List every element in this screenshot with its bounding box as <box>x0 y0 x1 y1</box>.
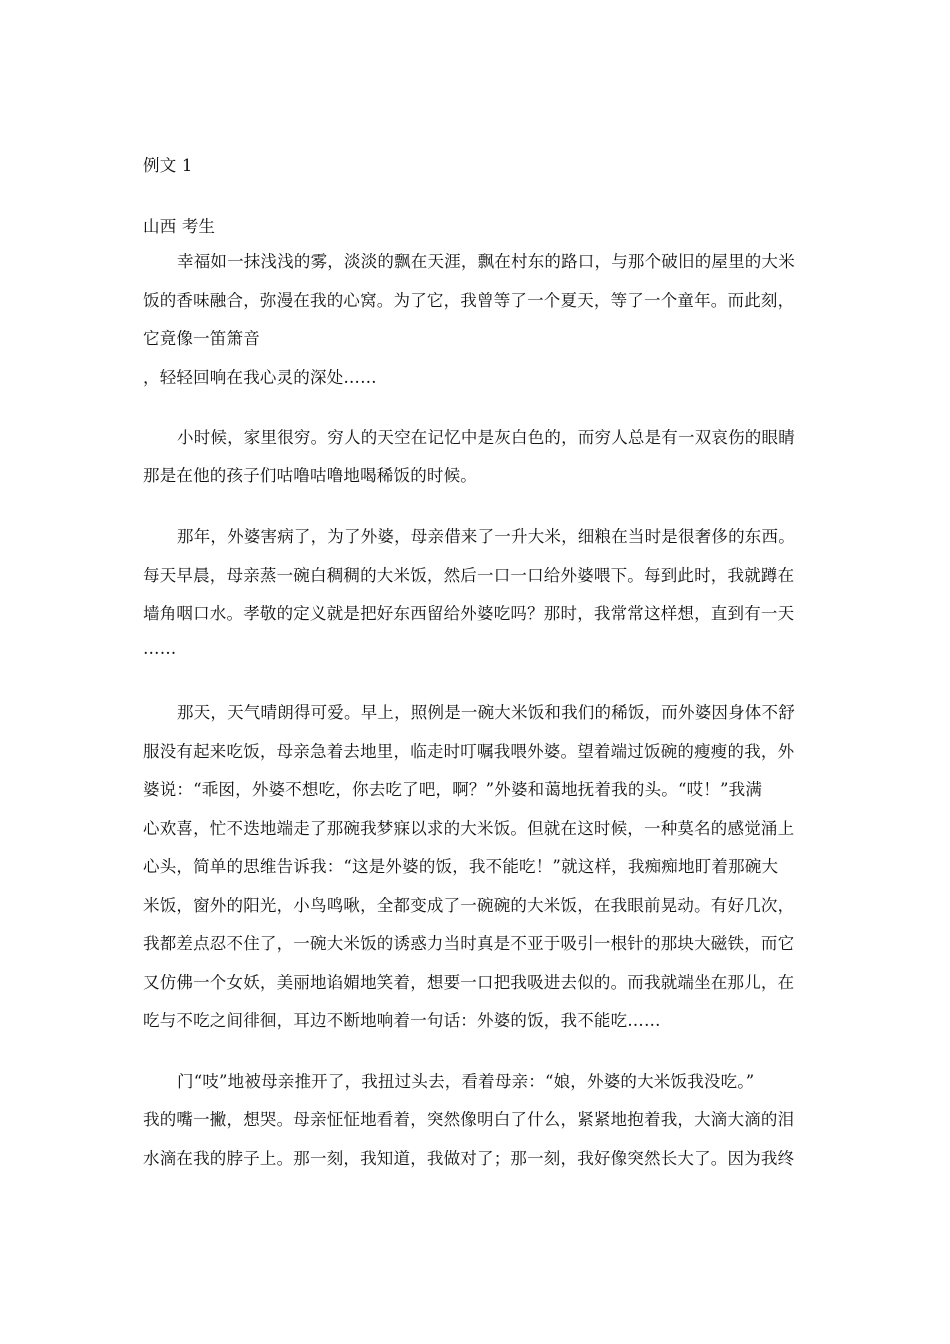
paragraph-4-line-2: 服没有起来吃饭，母亲急着去地里，临走时叮嘱我喂外婆。望着端过饭碗的瘦瘦的我，外 <box>143 742 795 761</box>
paragraph-4-line-5: 心头，简单的思维告诉我：“这是外婆的饭，我不能吃！”就这样，我痴痴地盯着那碗大 <box>143 857 779 876</box>
paragraph-1-line-4: ，轻轻回响在我心灵的深处…… <box>143 368 377 387</box>
paragraph-3-line-1: 那年，外婆害病了，为了外婆，母亲借来了一升大米，细粮在当时是很奢侈的东西。 <box>177 527 795 546</box>
paragraph-4-line-7: 我都差点忍不住了，一碗大米饭的诱惑力当时真是不亚于吸引一根针的那块大磁铁，而它 <box>143 934 795 953</box>
paragraph-5-line-1: 门“吱”地被母亲推开了，我扭过头去，看着母亲：“娘，外婆的大米饭我没吃。” <box>177 1072 755 1091</box>
paragraph-2-line-1: 小时候，家里很穷。穷人的天空在记忆中是灰白色的，而穷人总是有一双哀伤的眼睛 <box>177 428 795 447</box>
essay-title: 例文 1 <box>143 156 193 175</box>
paragraph-3-line-4: …… <box>143 639 177 658</box>
paragraph-4-line-1: 那天，天气晴朗得可爱。早上，照例是一碗大米饭和我们的稀饭，而外婆因身体不舒 <box>177 703 795 722</box>
paragraph-4-line-6: 米饭，窗外的阳光，小鸟鸣啾，全都变成了一碗碗的大米饭，在我眼前晃动。有好几次， <box>143 896 795 915</box>
paragraph-3-line-3: 墙角咽口水。孝敬的定义就是把好东西留给外婆吃吗？那时，我常常这样想，直到有一天 <box>143 604 795 623</box>
paragraph-4-line-8: 又仿佛一个女妖，美丽地谄媚地笑着，想要一口把我吸进去似的。而我就端坐在那儿，在 <box>143 973 795 992</box>
paragraph-2-line-2: 那是在他的孩子们咕噜咕噜地喝稀饭的时候。 <box>143 466 477 485</box>
paragraph-1-line-3: 它竟像一笛箫音 <box>143 329 260 348</box>
paragraph-1-line-1: 幸福如一抹浅浅的雾，淡淡的飘在天涯，飘在村东的路口，与那个破旧的屋里的大米 <box>177 252 795 271</box>
paragraph-5-line-3: 水滴在我的脖子上。那一刻，我知道，我做对了；那一刻，我好像突然长大了。因为我终 <box>143 1149 795 1168</box>
paragraph-3-line-2: 每天早晨，母亲蒸一碗白稠稠的大米饭，然后一口一口给外婆喂下。每到此时，我就蹲在 <box>143 566 795 585</box>
paragraph-5-line-2: 我的嘴一撇，想哭。母亲怔怔地看着，突然像明白了什么，紧紧地抱着我，大滴大滴的泪 <box>143 1110 795 1129</box>
paragraph-4-line-9: 吃与不吃之间徘徊，耳边不断地响着一句话：外婆的饭，我不能吃…… <box>143 1011 661 1030</box>
paragraph-4-line-3: 婆说：“乖囡，外婆不想吃，你去吃了吧，啊？”外婆和蔼地抚着我的头。“哎！”我满 <box>143 780 763 799</box>
paragraph-4-line-4: 心欢喜，忙不迭地端走了那碗我梦寐以求的大米饭。但就在这时候，一种莫名的感觉涌上 <box>143 819 795 838</box>
essay-author: 山西 考生 <box>143 217 216 236</box>
paragraph-1-line-2: 饭的香味融合，弥漫在我的心窝。为了它，我曾等了一个夏天，等了一个童年。而此刻， <box>143 291 795 310</box>
